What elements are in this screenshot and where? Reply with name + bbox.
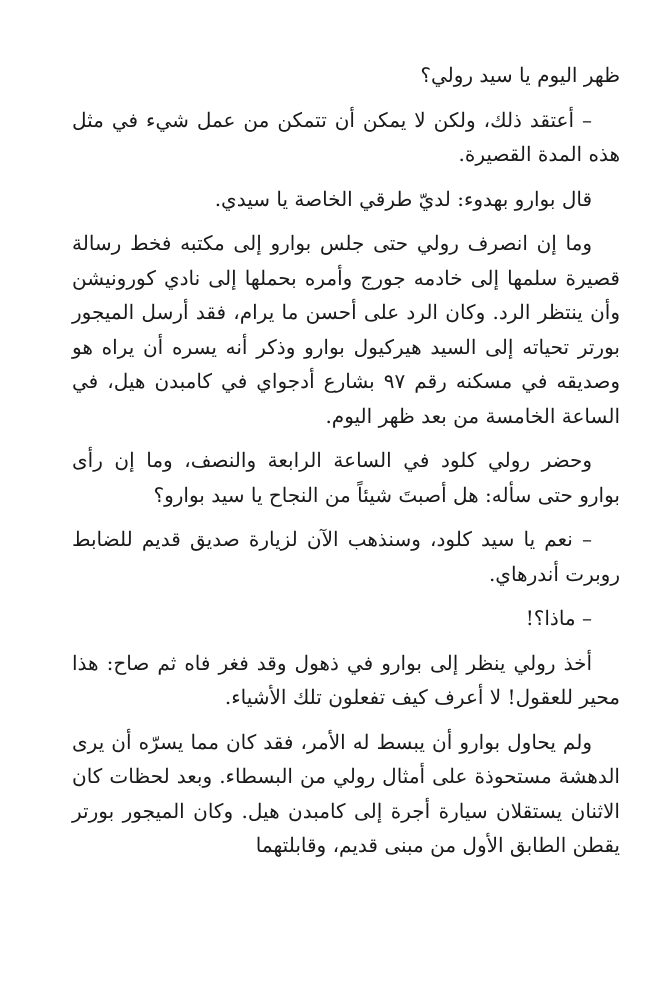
paragraph-exclamation: – ماذا؟! [525,606,592,630]
book-page [72,58,620,873]
paragraph-poirot-answer: – نعم يا سيد كلود، وسنذهب الآن لزيارة صديق قديم للضابط روبرت أندرهاي. [72,527,620,586]
paragraph-letter-to-porter: وما إن انصرف رولي حتى جلس بوارو إلى مكتبه فخط رسالة قصيرة سلمها إلى خادمه جورج وأمره بحملها إلى نادي كورونيشن وأن ينتظر الرد. وكان الرد على أحسن ما يرام، فقد أرسل الميجور بورتر تحياته إلى السيد هيركيول بوارو وذكر أنه يسره أن يراه هو وصديقه في مسكنه رقم ٩٧ بشارع أدجواي في كامبدن هيل، في الساعة الخامسة من بعد ظهر اليوم. [72,231,621,428]
paragraph-dialogue-rowley-reply: – أعتقد ذلك، ولكن لا يمكن أن تتمكن من عمل شيء في مثل هذه المدة القصيرة. [72,107,620,166]
paragraph-rowley-amazed: أخذ رولي ينظر إلى بوارو في ذهول وقد فغر فاه ثم صاح: هذا محير للعقول! لا أعرف كيف تفعلون تلك الأشياء. [72,650,620,709]
paragraph-continuation: ظهر اليوم يا سيد رولي؟ [420,63,620,87]
paragraph-poirot-reply: قال بوارو بهدوء: لديّ طرقي الخاصة يا سيدي. [214,186,592,211]
paragraph-rowley-arrives: وحضر رولي كلود في الساعة الرابعة والنصف، وما إن رأى بوارو حتى سأله: هل أصبتَ شيئاً من النجاح يا سيد بوارو؟ [72,448,620,507]
paragraph-taxi-to-camden: ولم يحاول بوارو أن يبسط له الأمر، فقد كان مما يسرّه أن يرى الدهشة مستحوذة على أمثال رولي من البسطاء. وبعد لحظات كان الاثنان يستقلان سيارة أجرة إلى كامبدن هيل. وكان الميجور بورتر يقطن الطابق الأول من مبنى قديم، وقابلتهما [72,729,620,857]
